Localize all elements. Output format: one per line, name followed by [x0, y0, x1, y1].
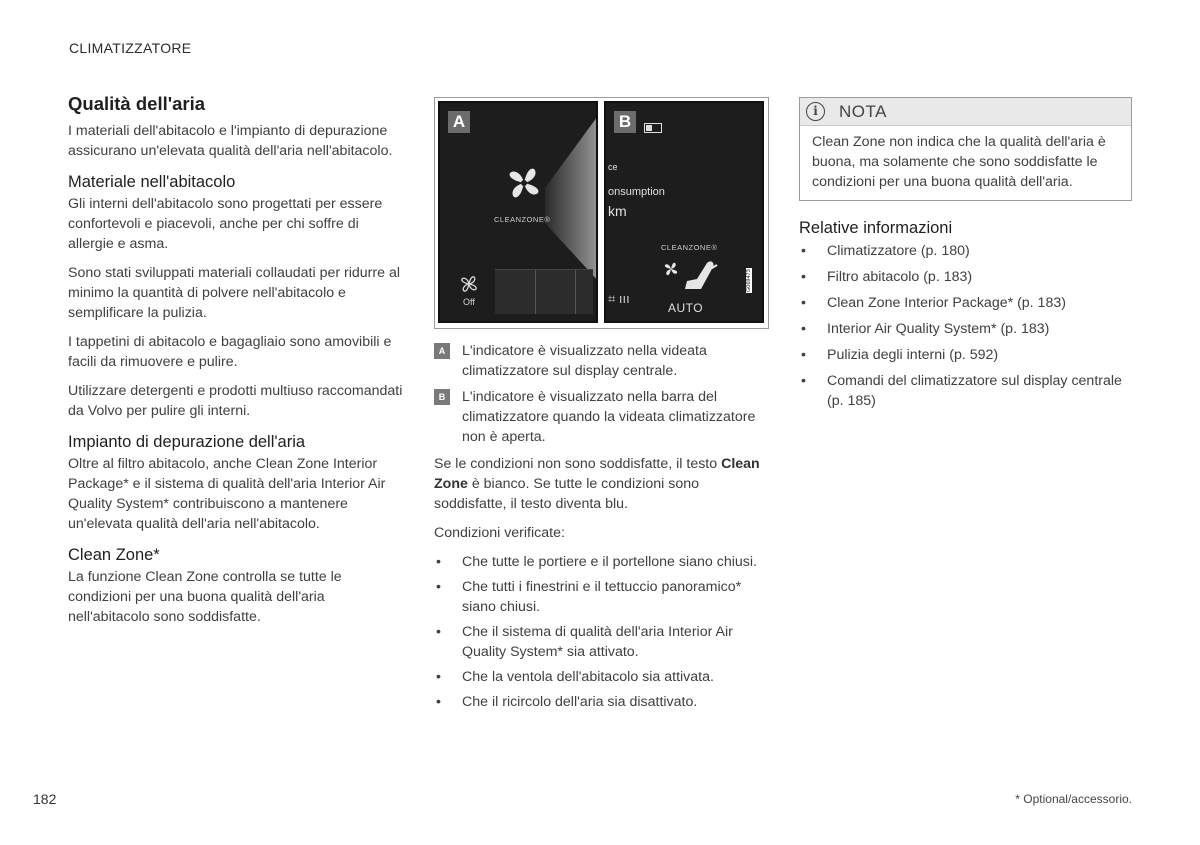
- heading-materiale: Materiale nell'abitacolo: [68, 173, 236, 191]
- fan-icon: [504, 163, 544, 203]
- page-number: 182: [33, 791, 57, 807]
- conditions-list: [434, 552, 769, 712]
- list-item: • Che il sistema di qualità dell'aria Interior Air Quality System* sia attivato.: [434, 622, 769, 662]
- related-info: [799, 219, 1132, 411]
- related-link[interactable]: • Pulizia degli interni (p. 592): [799, 345, 1132, 365]
- impianto-text: Oltre al filtro abitacolo, anche Clean Zone Interior Package* e il sistema di qualità dell'aria Interior Air Quality System* contribuiscono a mantenere un'elevata qualità dell'aria nell'abitacolo.: [68, 456, 386, 532]
- list-item: • Che la ventola dell'abitacolo sia attivata.: [434, 667, 769, 687]
- column-right: [799, 97, 1132, 417]
- screen-a: [438, 101, 598, 323]
- legend-key: B: [434, 389, 450, 405]
- materiale-paragraph: I tappetini di abitacolo e bagagliaio sono amovibili e facili da rimuovere e pulire.: [68, 334, 392, 370]
- footer-note: * Optional/accessorio.: [1015, 792, 1132, 806]
- legend-item-a: [434, 341, 769, 381]
- clean-zone-bold: Clean Zone: [434, 456, 760, 492]
- clean-zone-text: La funzione Clean Zone controlla se tutte le condizioni per una buona qualità dell'aria nell'abitacolo sono soddisfatte.: [68, 569, 342, 625]
- related-heading: Relative informazioni: [799, 219, 953, 237]
- fan-off-icon: [458, 273, 480, 295]
- note-body: [800, 126, 1131, 200]
- info-icon: i: [806, 102, 825, 121]
- section-header: CLIMATIZZATORE: [69, 40, 192, 56]
- column-middle: [434, 97, 769, 717]
- auto-label: AUTO: [668, 301, 704, 315]
- conditions-label: Condizioni verificate:: [434, 525, 565, 541]
- fan-icon: [663, 261, 679, 277]
- materiale-paragraph: Sono stati sviluppati materiali collaudati per ridurre al minimo la quantità di polvere nell'abitacolo e semplificare la pulizia.: [68, 265, 400, 321]
- intro-text: I materiali dell'abitacolo e l'impianto di depurazione assicurano un'elevata qualità dell'aria nell'abitacolo.: [68, 123, 393, 159]
- screen-b-text: onsumption: [608, 186, 665, 198]
- fan-speed-slider: [495, 269, 593, 314]
- fan-off-label: Off: [463, 297, 475, 307]
- related-link[interactable]: • Filtro abitacolo (p. 183): [799, 267, 1132, 287]
- legend-item-b: [434, 387, 769, 447]
- heading-clean-zone: Clean Zone*: [68, 546, 160, 564]
- status-text-part: Se le condizioni non sono soddisfatte, il testo: [434, 456, 722, 472]
- list-item: • Che il ricircolo dell'aria sia disattivato.: [434, 692, 769, 712]
- materiale-paragraph: Utilizzare detergenti e prodotti multiuso raccomandati da Volvo per pulire gli interni.: [68, 383, 403, 419]
- cleanzone-indicator-b: CLEANZONE®: [661, 243, 718, 252]
- related-link[interactable]: • Comandi del climatizzatore sul display centrale (p. 185): [799, 371, 1132, 411]
- column-left: [68, 93, 403, 636]
- related-link[interactable]: • Climatizzatore (p. 180): [799, 241, 1132, 261]
- legend-text: L'indicatore è visualizzato nella videata climatizzatore sul display centrale.: [462, 343, 707, 379]
- related-list: [799, 241, 1132, 411]
- cleanzone-indicator-a: CLEANZONE®: [494, 215, 551, 224]
- related-link[interactable]: • Clean Zone Interior Package* (p. 183): [799, 293, 1132, 313]
- page-title: Qualità dell'aria: [68, 93, 206, 114]
- list-item: • Che tutti i finestrini e il tettuccio panoramico* siano chiusi.: [434, 577, 769, 617]
- seat-airflow-icon: [681, 255, 721, 293]
- list-item: • Che tutte le portiere e il portellone siano chiusi.: [434, 552, 769, 572]
- image-code: G069473: [746, 269, 752, 292]
- climate-display-figure: [434, 97, 769, 329]
- note-text: Clean Zone non indica che la qualità dell'aria è buona, ma solamente che sono soddisfatte le condizioni per una buona qualità dell'aria.: [812, 134, 1106, 190]
- status-text: [434, 454, 769, 514]
- legend-key: A: [434, 343, 450, 359]
- related-link[interactable]: • Interior Air Quality System* (p. 183): [799, 319, 1132, 339]
- screen-b: [604, 101, 764, 323]
- battery-icon: [644, 123, 662, 133]
- note-box: [799, 97, 1132, 201]
- rear-defrost-icon: ⌗ ııı: [608, 291, 630, 306]
- legend-text: L'indicatore è visualizzato nella barra del climatizzatore quando la videata climatizzatore non è aperta.: [462, 389, 756, 445]
- heading-impianto: Impianto di depurazione dell'aria: [68, 433, 306, 451]
- screen-b-text: km: [608, 203, 627, 219]
- materiale-paragraph: Gli interni dell'abitacolo sono progettati per essere confortevoli e piacevoli, anche per chi soffre di allergie e asma.: [68, 196, 383, 252]
- screen-b-text: ce: [608, 162, 618, 172]
- note-header: [800, 98, 1131, 126]
- status-text-part: è bianco. Se tutte le condizioni sono soddisfatte, il testo diventa blu.: [434, 476, 699, 512]
- screen-a-label: A: [448, 111, 470, 133]
- light-beam-graphic: [545, 113, 598, 283]
- screen-b-label: B: [614, 111, 636, 133]
- note-title: NOTA: [839, 101, 887, 121]
